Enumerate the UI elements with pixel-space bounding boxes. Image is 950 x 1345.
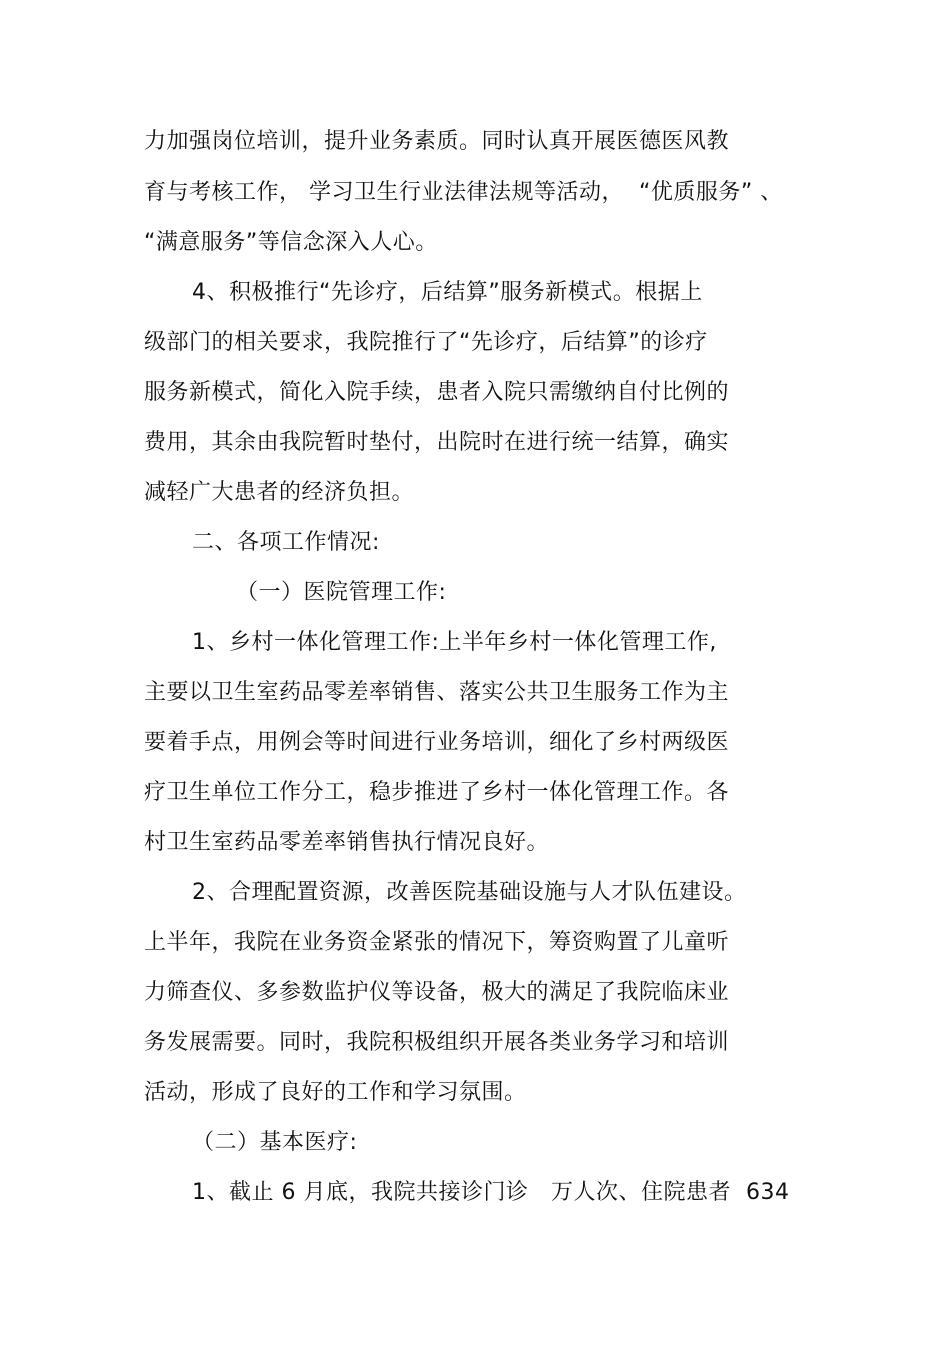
paragraph-line: 育与考核工作， 学习卫生行业法律法规等活动， “优质服务” 、 — [144, 180, 783, 205]
paragraph-line: 疗卫生单位工作分工，稳步推进了乡村一体化管理工作。各 — [144, 780, 730, 805]
paragraph-line: 2、合理配置资源，改善医院基础设施与人才队伍建设。 — [192, 880, 747, 905]
paragraph-line: 1、乡村一体化管理工作:上半年乡村一体化管理工作, — [192, 630, 717, 655]
subsection-heading: （二）基本医疗: — [192, 1130, 358, 1155]
section-heading: 二、各项工作情况: — [192, 530, 380, 555]
paragraph-line: 1、截止 6 月底，我院共接诊门诊 万人次、住院患者 634 — [192, 1180, 790, 1205]
paragraph-line: 减轻广大患者的经济负担。 — [144, 480, 415, 505]
paragraph-line: 上半年，我院在业务资金紧张的情况下，筹资购置了儿童听 — [144, 930, 730, 955]
paragraph-line: 活动，形成了良好的工作和学习氛围。 — [144, 1080, 527, 1105]
paragraph-line: 力加强岗位培训，提升业务素质。同时认真开展医德医风教 — [144, 129, 730, 154]
paragraph-line: 村卫生室药品零差率销售执行情况良好。 — [144, 830, 550, 855]
paragraph-line: 主要以卫生室药品零差率销售、落实公共卫生服务工作为主 — [144, 680, 730, 705]
paragraph-line: 4、积极推行“先诊疗，后结算”服务新模式。根据上 — [192, 280, 703, 305]
paragraph-line: 级部门的相关要求，我院推行了“先诊疗，后结算”的诊疗 — [144, 330, 708, 355]
paragraph-line: “满意服务”等信念深入人心。 — [144, 230, 438, 255]
paragraph-line: 服务新模式，简化入院手续，患者入院只需缴纳自付比例的 — [144, 380, 730, 405]
paragraph-line: 要着手点，用例会等时间进行业务培训，细化了乡村两级医 — [144, 730, 730, 755]
paragraph-line: 费用，其余由我院暂时垫付，出院时在进行统一结算，确实 — [144, 430, 730, 455]
subsection-heading: （一）医院管理工作: — [236, 580, 447, 605]
paragraph-line: 力筛查仪、多参数监护仪等设备，极大的满足了我院临床业 — [144, 980, 730, 1005]
paragraph-line: 务发展需要。同时，我院积极组织开展各类业务学习和培训 — [144, 1030, 730, 1055]
